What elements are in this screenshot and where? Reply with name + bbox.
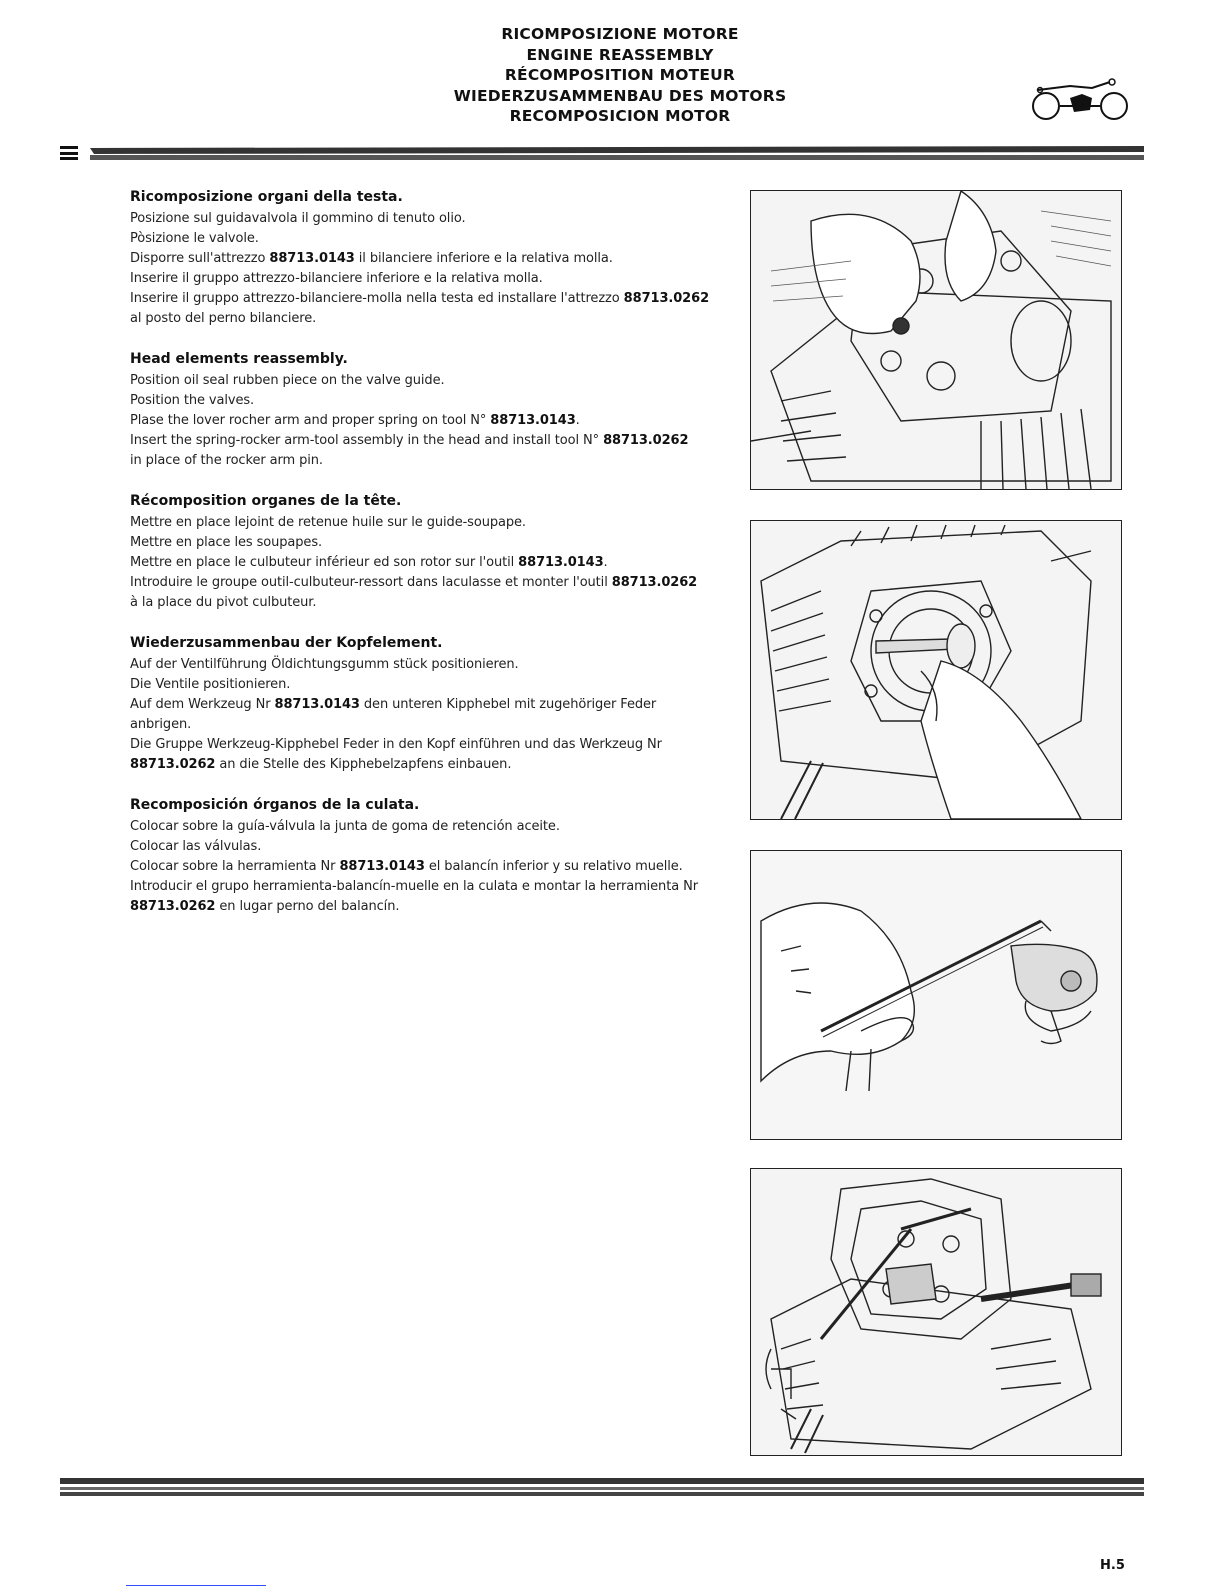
instruction-line: 88713.0262 an die Stelle des Kipphebelzapfens einbauen. — [130, 757, 512, 772]
section-german — [130, 634, 730, 775]
tool-code: 88713.0262 — [623, 291, 710, 306]
instruction-line: al posto del perno bilanciere. — [130, 311, 317, 326]
instruction-line: Inserire il gruppo attrezzo-bilanciere-molla nella testa ed installare l'attrezzo 88713.0262 — [130, 291, 710, 306]
instruction-line: Die Ventile positionieren. — [130, 677, 291, 692]
instruction-line: Introducir el grupo herramienta-balancín-muelle en la culata e montar la herramienta Nr — [130, 879, 698, 894]
section-italian — [130, 188, 730, 329]
instruction-line: Inserire il gruppo attrezzo-bilanciere inferiore e la relativa molla. — [130, 271, 543, 286]
figure-oil-seal-installation — [750, 190, 1122, 490]
instruction-line: anbrigen. — [130, 717, 192, 732]
instruction-line: Mettre en place le culbuteur inférieur ed son rotor sur l'outil 88713.0143. — [130, 555, 608, 570]
instruction-line: Posizione sul guidavalvola il gommino di tenuto olio. — [130, 211, 466, 226]
header-title-fr: RÉCOMPOSITION MOTEUR — [504, 66, 736, 84]
tool-code: 88713.0262 — [611, 575, 698, 590]
tool-code: 88713.0262 — [130, 899, 216, 914]
instruction-line: Auf dem Werkzeug Nr 88713.0143 den unteren Kipphebel mit zugehöriger Feder — [130, 697, 657, 712]
instruction-line: Pòsizione le valvole. — [130, 231, 259, 246]
section-title: Head elements reassembly. — [130, 351, 348, 367]
page-header — [380, 24, 860, 127]
tool-code: 88713.0143 — [339, 859, 425, 874]
tool-code: 88713.0262 — [603, 433, 689, 448]
figure-rocker-arm-tool — [750, 850, 1122, 1140]
section-title: Ricomposizione organi della testa. — [130, 189, 403, 205]
instruction-line: Disporre sull'attrezzo 88713.0143 il bilanciere inferiore e la relativa molla. — [130, 251, 613, 266]
header-title-de: WIEDERZUSAMMENBAU DES MOTORS — [453, 86, 787, 105]
tool-code: 88713.0143 — [269, 251, 355, 266]
instruction-line: Colocar sobre la herramienta Nr 88713.0143 el balancín inferior y su relativo muelle. — [130, 859, 683, 874]
instruction-line: Mettre en place les soupapes. — [130, 535, 323, 550]
instruction-line: Position the valves. — [130, 393, 255, 408]
header-title-en: ENGINE REASSEMBLY — [526, 45, 714, 64]
tool-code: 88713.0262 — [130, 757, 216, 772]
header-title-it: RICOMPOSIZIONE MOTORE — [501, 25, 739, 43]
instruction-line: Die Gruppe Werkzeug-Kipphebel Feder in den Kopf einführen und das Werkzeug Nr — [130, 737, 662, 752]
header-title-es: RECOMPOSICION MOTOR — [509, 107, 731, 125]
instruction-line: Colocar las válvulas. — [130, 839, 262, 854]
figure-valve-positioning — [750, 520, 1122, 820]
tool-code: 88713.0143 — [490, 413, 576, 428]
section-english — [130, 350, 730, 471]
instruction-line: Introduire le groupe outil-culbuteur-ressort dans laculasse et monter l'outil 88713.0262 — [130, 575, 698, 590]
section-title: Recomposición órganos de la culata. — [130, 797, 420, 813]
bottom-rule — [60, 1476, 1144, 1498]
section-title: Wiederzusammenbau der Kopfelement. — [130, 635, 443, 651]
instruction-line: in place of the rocker arm pin. — [130, 453, 323, 468]
instruction-line: Plase the lover rocher arm and proper spring on tool N° 88713.0143. — [130, 413, 580, 428]
page-number: H.5 — [1100, 1558, 1125, 1573]
instruction-line: 88713.0262 en lugar perno del balancín. — [130, 899, 400, 914]
instruction-line: Colocar sobre la guía-válvula la junta de goma de retención aceite. — [130, 819, 560, 834]
top-rule — [60, 144, 1144, 162]
instruction-line: Mettre en place lejoint de retenue huile sur le guide-soupape. — [130, 515, 526, 530]
tool-code: 88713.0143 — [518, 555, 604, 570]
section-spanish — [130, 796, 730, 917]
section-french — [130, 492, 730, 613]
motorcycle-engine-icon — [1030, 76, 1130, 122]
instruction-line: Auf der Ventilführung Öldichtungsgumm stück positionieren. — [130, 657, 519, 672]
instruction-line: Position oil seal rubben piece on the valve guide. — [130, 373, 445, 388]
section-title: Récomposition organes de la tête. — [130, 493, 402, 509]
tool-code: 88713.0143 — [274, 697, 360, 712]
instruction-line: Insert the spring-rocker arm-tool assembly in the head and install tool N° 88713.0262 — [130, 433, 689, 448]
instruction-line: à la place du pivot culbuteur. — [130, 595, 317, 610]
instructions-column — [130, 188, 730, 938]
figure-tool-installed-in-head — [750, 1168, 1122, 1456]
